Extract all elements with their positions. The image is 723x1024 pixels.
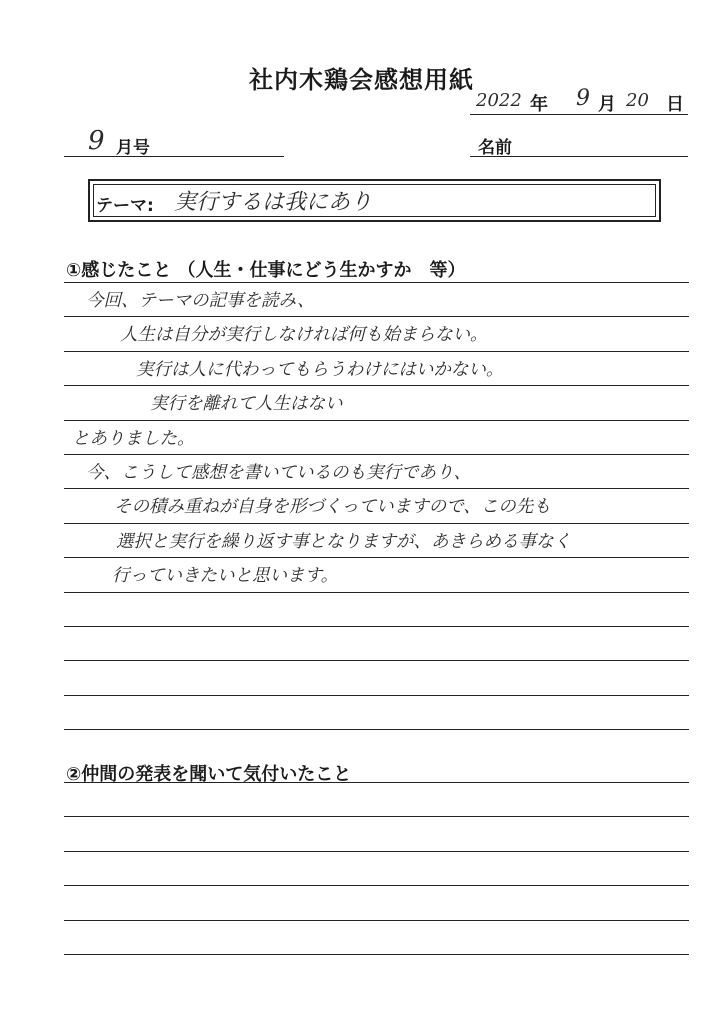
ruled-line[interactable]: [64, 489, 689, 523]
line-text: とありました。: [72, 428, 195, 449]
name-field[interactable]: [470, 130, 688, 157]
ruled-line[interactable]: [64, 558, 689, 592]
date-year: 2022: [476, 90, 522, 111]
date-year-unit: 年: [530, 94, 548, 115]
ruled-line[interactable]: [64, 386, 689, 420]
ruled-line[interactable]: [64, 696, 689, 730]
line-text: 実行は人に代わってもらうわけにはいかない。: [136, 359, 504, 380]
line-text: 行っていきたいと思います。: [112, 566, 339, 587]
ruled-line[interactable]: [64, 317, 689, 351]
ruled-line[interactable]: [64, 852, 689, 886]
issue-month-label: 月号: [116, 138, 150, 158]
line-text: その積み重ねが自身を形づくっていますので、この先も: [114, 497, 551, 518]
theme-label: テーマ:: [96, 196, 154, 216]
ruled-line[interactable]: [64, 627, 689, 661]
line-text: 選択と実行を繰り返す事となりますが、あきらめる事なく: [116, 531, 571, 552]
ruled-line[interactable]: [64, 817, 689, 851]
date-field[interactable]: [470, 86, 688, 115]
date-month: 9: [576, 86, 590, 111]
line-text: 人生は自分が実行しなければ何も始まらない。: [120, 325, 488, 346]
theme-box[interactable]: [88, 179, 661, 222]
ruled-line[interactable]: [64, 886, 689, 920]
section1-lines[interactable]: [64, 282, 689, 730]
line-text: 今回、テーマの記事を読み、: [86, 291, 315, 311]
ruled-line[interactable]: [64, 593, 689, 627]
ruled-line[interactable]: [64, 455, 689, 489]
date-month-unit: 月: [598, 94, 616, 115]
section2-heading: ②仲間の発表を聞いて気付いたこと: [66, 764, 352, 785]
ruled-line[interactable]: [64, 921, 689, 955]
issue-month-value: 9: [88, 126, 105, 156]
date-day-unit: 日: [666, 94, 684, 115]
form-title: 社内木鶏会感想用紙: [249, 66, 474, 94]
date-day: 20: [626, 90, 649, 111]
line-text: 実行を離れて人生はない: [150, 394, 343, 415]
ruled-line[interactable]: [64, 661, 689, 695]
ruled-line[interactable]: [64, 783, 689, 817]
ruled-line[interactable]: [64, 421, 689, 455]
ruled-line[interactable]: [64, 524, 689, 558]
section1-heading: ①感じたこと （人生・仕事にどう生かすか 等）: [66, 260, 466, 281]
ruled-line[interactable]: [64, 352, 689, 386]
line-text: 今、こうして感想を書いているのも実行であり、: [86, 462, 471, 483]
name-label: 名前: [478, 138, 512, 158]
ruled-line[interactable]: [64, 283, 689, 317]
theme-value: 実行するは我にあり: [174, 190, 373, 215]
issue-month-field[interactable]: [64, 126, 284, 158]
section2-lines[interactable]: [64, 782, 689, 955]
